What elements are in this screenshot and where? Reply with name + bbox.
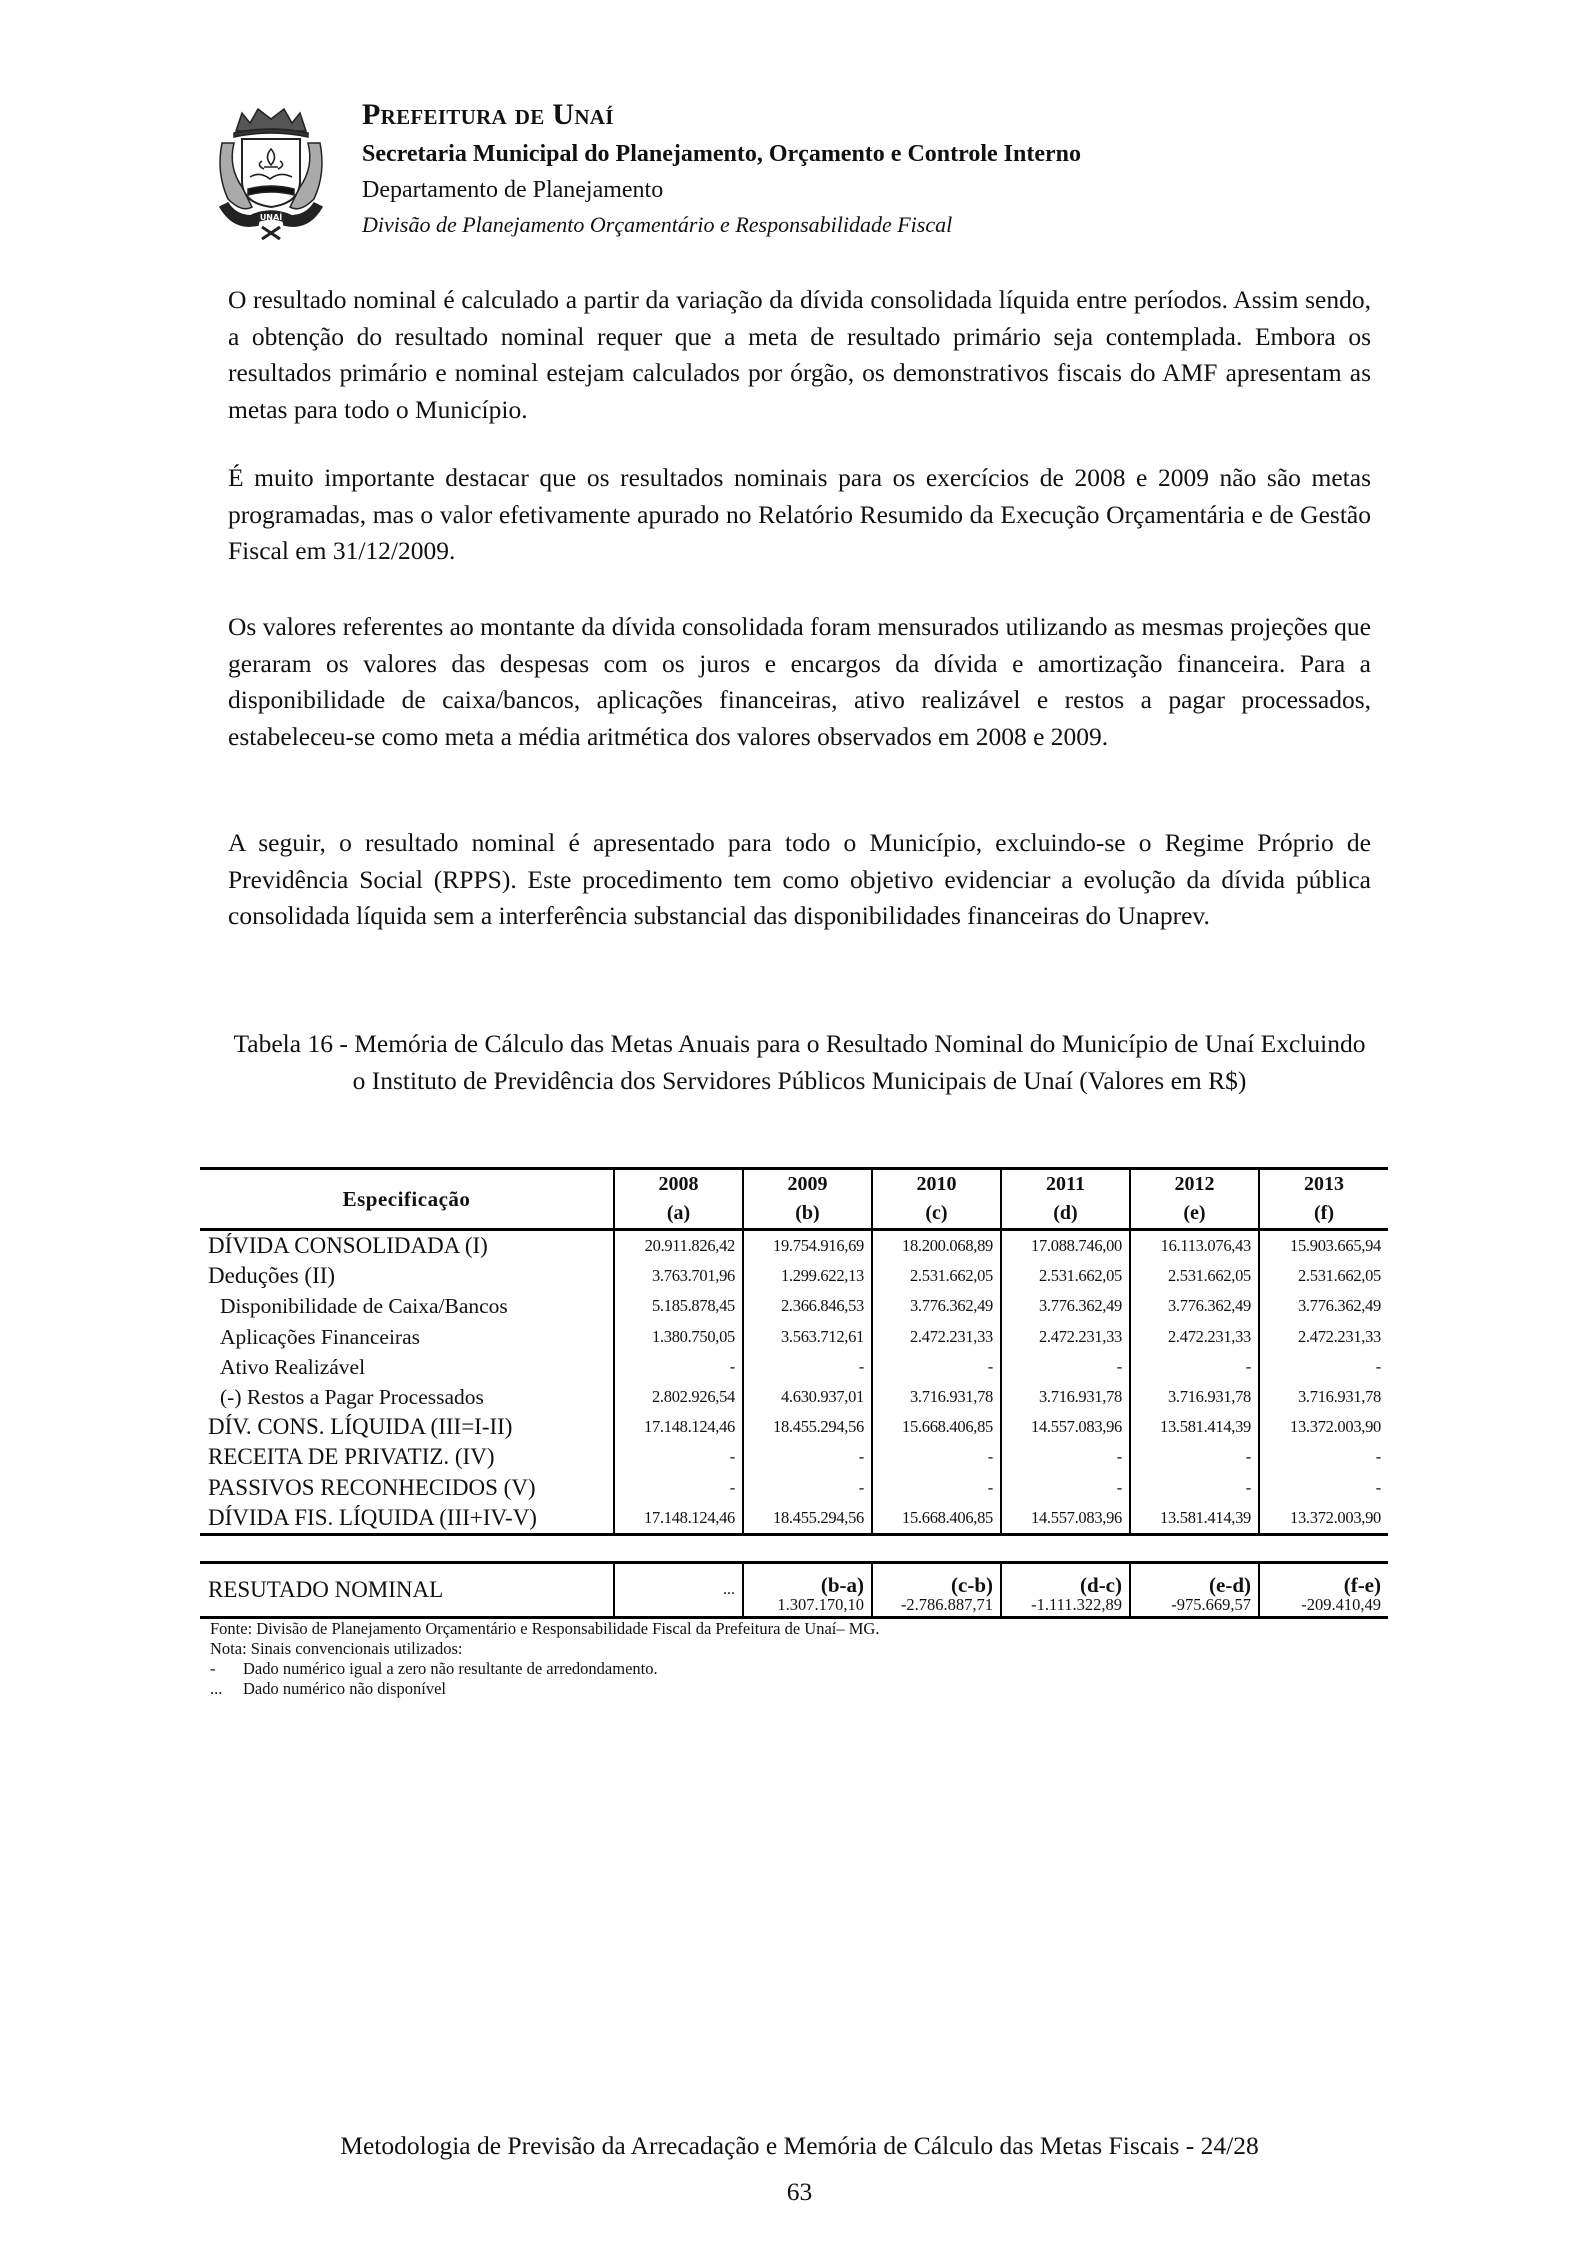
result-cell-2012 [1130,1563,1259,1618]
result-cell-2013 [1259,1563,1388,1618]
row-label: Disponibilidade de Caixa/Bancos [220,1294,508,1319]
cell-value: 3.776.362,49 [1001,1291,1130,1321]
column-letter: (f) [1314,1202,1334,1224]
row-label: RECEITA DE PRIVATIZ. (IV) [208,1444,495,1470]
cell-value: 13.372.003,90 [1259,1503,1388,1535]
cell-value: 13.581.414,39 [1130,1503,1259,1535]
cell-value: - [872,1352,1001,1382]
cell-value: - [743,1442,872,1472]
cell-value: 2.472.231,33 [1001,1322,1130,1352]
legend-symbol: - [210,1659,216,1678]
result-formula: (d-c) [1080,1573,1122,1597]
cell-value: 18.455.294,56 [743,1412,872,1442]
cell-value: - [872,1442,1001,1472]
result-value: -975.669,57 [1171,1595,1251,1614]
row-label: (-) Restos a Pagar Processados [220,1385,484,1410]
source-note: Fonte: Divisão de Planejamento Orçamentário e Responsabilidade Fiscal da Prefeitura de Unaí– MG. [210,1619,880,1638]
column-letter: (e) [1183,1202,1206,1224]
result-cell-2011 [1001,1563,1130,1618]
result-value: -209.410,49 [1301,1595,1381,1614]
note-title: Nota: Sinais convencionais utilizados: [210,1639,463,1658]
paragraph-debt-projection: Os valores referentes ao montante da dívida consolidada foram mensurados utilizando as mesmas projeções que geraram os valores das despesas com os juros e encargos da dívida e amortização financeira. Para a disponibilidade de caixa/bancos, aplicações financeiras, ativo realizável e restos a pagar processados, estabeleceu-se como meta a média aritmética dos valores observados em 2008 e 2009. [228,612,1371,751]
column-year: 2011 [1046,1173,1085,1195]
table-row [200,1503,1388,1535]
table-header-row [200,1169,1388,1230]
page-number: 63 [786,2177,813,2206]
result-value: -2.786.887,71 [900,1595,993,1614]
result-formula: (b-a) [820,1573,864,1597]
cell-value: 13.372.003,90 [1259,1412,1388,1442]
legend-text: Dado numérico igual a zero não resultante de arredondamento. [243,1659,658,1678]
cell-value: - [743,1473,872,1503]
result-cell-2008 [614,1563,743,1618]
cell-value: 3.776.362,49 [1130,1291,1259,1321]
cell-value: 3.763.701,96 [614,1261,743,1291]
cell-value: 2.472.231,33 [1130,1322,1259,1352]
table-row [200,1322,1388,1352]
column-header-2012 [1130,1169,1259,1230]
result-row [200,1563,1388,1618]
legend-text: Dado numérico não disponível [243,1679,446,1698]
cell-value: 1.299.622,13 [743,1261,872,1291]
cell-value: - [1130,1473,1259,1503]
nominal-result-row-table [200,1561,1388,1619]
cell-value: 15.668.406,85 [872,1503,1001,1535]
legend-item [210,1679,879,1699]
row-label: DÍVIDA CONSOLIDADA (I) [208,1233,488,1259]
row-label: Deduções (II) [208,1263,336,1289]
table-row [200,1352,1388,1382]
paragraph-rpps-exclusion: A seguir, o resultado nominal é apresentado para todo o Município, excluindo-se o Regime Próprio de Previdência Social (RPPS). Este procedimento tem como objetivo evidenciar a evolução da dívida pública consolidada líquida sem a interferência substancial das disponibilidades financeiras do Unaprev. [228,828,1371,930]
cell-value: - [743,1352,872,1382]
cell-value: 1.380.750,05 [614,1322,743,1352]
result-cell-2010 [872,1563,1001,1618]
secretariat-name: Secretaria Municipal do Planejamento, Orçamento e Controle Interno [362,141,1081,167]
column-year: 2009 [787,1173,828,1195]
column-letter: (a) [666,1202,691,1224]
column-letter: (c) [925,1202,948,1224]
crest-text-center: UNAÍ [259,213,283,222]
cell-value: - [1130,1442,1259,1472]
cell-value: 2.531.662,05 [1001,1261,1130,1291]
cell-value: 2.472.231,33 [872,1322,1001,1352]
coat-of-arms-icon [212,103,330,243]
cell-value: 15.903.665,94 [1259,1230,1388,1262]
table-row [200,1473,1388,1503]
paragraph-2008-2009-note: É muito importante destacar que os resultados nominais para os exercícios de 2008 e 2009 não são metas programadas, mas o valor efetivamente apurado no Relatório Resumido da Execução Orçamentária e de Gestão Fiscal em 31/12/2009. [228,463,1371,565]
table-row [200,1442,1388,1472]
cell-value: 14.557.083,96 [1001,1503,1130,1535]
table-row [200,1382,1388,1412]
cell-value: 3.776.362,49 [872,1291,1001,1321]
cell-value: 2.531.662,05 [1259,1261,1388,1291]
department-name: Departamento de Planejamento [362,177,664,203]
cell-value: 2.531.662,05 [872,1261,1001,1291]
result-label: RESUTADO NOMINAL [208,1577,444,1602]
cell-value: 17.148.124,46 [614,1412,743,1442]
result-formula: (f-e) [1343,1573,1381,1597]
cell-value: - [1259,1442,1388,1472]
cell-value: 15.668.406,85 [872,1412,1001,1442]
result-formula: (c-b) [951,1573,993,1597]
cell-value: - [1130,1352,1259,1382]
column-header-2008 [614,1169,743,1230]
cell-value: - [614,1442,743,1472]
column-header-2010 [872,1169,1001,1230]
cell-value: - [872,1473,1001,1503]
row-label: PASSIVOS RECONHECIDOS (V) [208,1474,536,1500]
result-value: -1.111.322,89 [1031,1595,1122,1614]
organization-name: Prefeitura de Unaí [362,98,614,131]
row-label: Aplicações Financeiras [220,1324,420,1349]
cell-value: 18.455.294,56 [743,1503,872,1535]
cell-value: - [614,1473,743,1503]
result-cell-2009 [743,1563,872,1618]
cell-value: 2.531.662,05 [1130,1261,1259,1291]
result-value: 1.307.170,10 [777,1595,864,1614]
cell-value: 2.802.926,54 [614,1382,743,1412]
cell-value: 18.200.068,89 [872,1230,1001,1262]
footer-title: Metodologia de Previsão da Arrecadação e Memória de Cálculo das Metas Fiscais - 24/28 [340,2131,1259,2160]
cell-value: 3.716.931,78 [1130,1382,1259,1412]
cell-value: 17.148.124,46 [614,1503,743,1535]
cell-value: 17.088.746,00 [1001,1230,1130,1262]
column-year: 2010 [916,1173,957,1195]
paragraph-nominal-result: O resultado nominal é calculado a partir da variação da dívida consolidada líquida entre períodos. Assim sendo, a obtenção do resultado nominal requer que a meta de resultado primário seja contemplada. Embora os resultados primário e nominal estejam calculados por órgão, os demonstrativos fiscais do AMF apresentam as metas para todo o Município. [228,285,1371,424]
cell-value: 19.754.916,69 [743,1230,872,1262]
cell-value: 4.630.937,01 [743,1382,872,1412]
column-header-2009 [743,1169,872,1230]
cell-value: 3.716.931,78 [1001,1382,1130,1412]
nominal-result-table [200,1167,1388,1536]
cell-value: 13.581.414,39 [1130,1412,1259,1442]
row-label: DÍVIDA FIS. LÍQUIDA (III+IV-V) [208,1504,537,1530]
table-notes [210,1619,879,1699]
cell-value: 20.911.826,42 [614,1230,743,1262]
cell-value: 16.113.076,43 [1130,1230,1259,1262]
cell-value: 3.776.362,49 [1259,1291,1388,1321]
cell-value: - [1259,1352,1388,1382]
legend-item [210,1659,879,1679]
table-row [200,1412,1388,1442]
cell-value: - [1259,1473,1388,1503]
column-header-2013 [1259,1169,1388,1230]
table-row [200,1230,1388,1262]
cell-value: - [1001,1352,1130,1382]
cell-value: 2.366.846,53 [743,1291,872,1321]
column-letter: (d) [1053,1202,1078,1224]
column-year: 2013 [1304,1173,1344,1195]
letterhead [362,100,1081,236]
table-caption: Tabela 16 - Memória de Cálculo das Metas Anuais para o Resultado Nominal do Município de Unaí Excluindo o Instituto de Previdência dos Servidores Públicos Municipais de Unaí (Valores em R$) [233,1029,1366,1095]
result-value: ... [723,1581,735,1598]
cell-value: - [614,1352,743,1382]
cell-value: 5.185.878,45 [614,1291,743,1321]
cell-value: 3.716.931,78 [872,1382,1001,1412]
column-header-2011 [1001,1169,1130,1230]
cell-value: - [1001,1442,1130,1472]
cell-value: 3.563.712,61 [743,1322,872,1352]
page-footer [228,2128,1371,2210]
table-row [200,1261,1388,1291]
column-year: 2012 [1174,1173,1215,1195]
row-label: DÍV. CONS. LÍQUIDA (III=I-II) [208,1414,513,1440]
cell-value: 2.472.231,33 [1259,1322,1388,1352]
cell-value: 3.716.931,78 [1259,1382,1388,1412]
legend-symbol: ... [210,1679,223,1698]
division-name: Divisão de Planejamento Orçamentário e Responsabilidade Fiscal [362,212,953,237]
row-label: Ativo Realizável [220,1354,366,1379]
table-row [200,1291,1388,1321]
column-letter: (b) [795,1202,820,1224]
cell-value: 14.557.083,96 [1001,1412,1130,1442]
result-formula: (e-d) [1209,1573,1251,1597]
column-year: 2008 [658,1173,699,1195]
column-header-specification: Especificação [342,1186,471,1211]
cell-value: - [1001,1473,1130,1503]
